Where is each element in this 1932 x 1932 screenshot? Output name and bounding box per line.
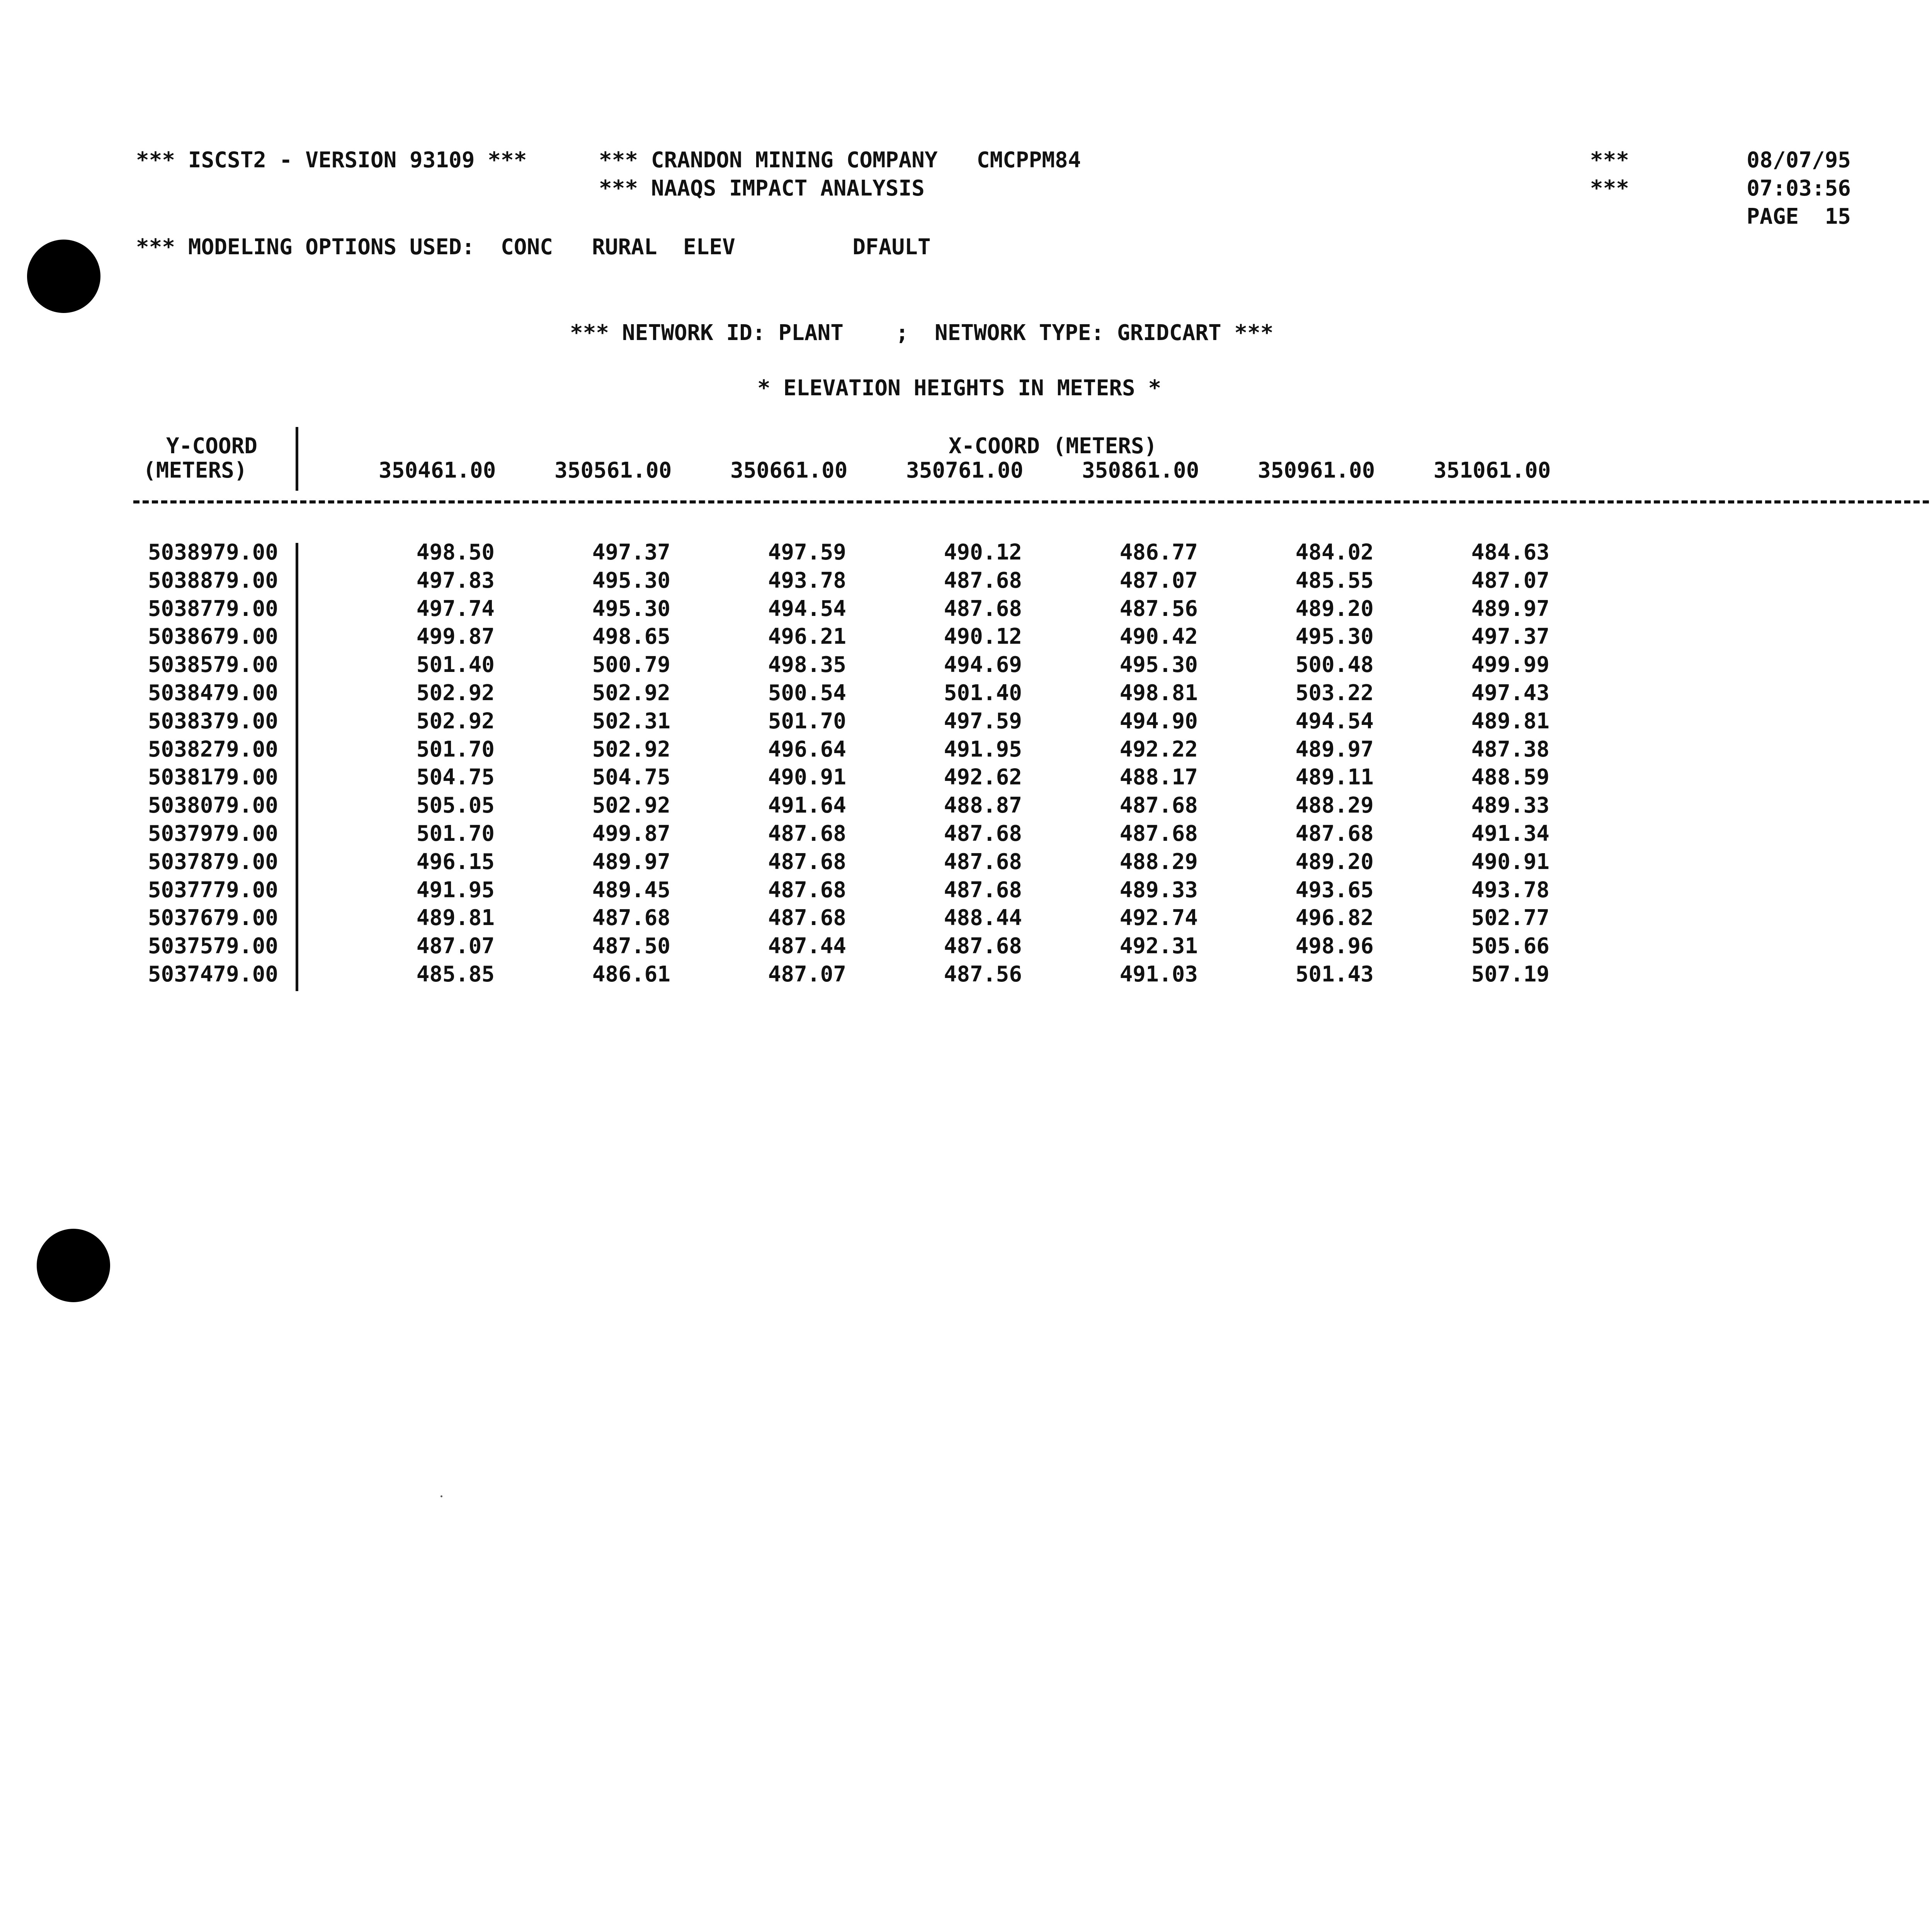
elevation-value: 489.81	[416, 905, 495, 930]
elevation-value: 486.61	[592, 962, 670, 987]
elevation-value: 493.65	[1295, 878, 1374, 903]
elevation-value: 491.03	[1119, 962, 1198, 987]
y-coord-label: 5037479.00	[148, 962, 278, 987]
elevation-value: 488.87	[944, 793, 1022, 818]
table-title: * ELEVATION HEIGHTS IN METERS *	[757, 376, 1162, 401]
y-coord-header: Y-COORD	[166, 434, 258, 459]
elevation-value: 487.68	[768, 905, 846, 930]
network-id-line: *** NETWORK ID: PLANT ; NETWORK TYPE: GRIDCART ***	[570, 320, 1274, 345]
elevation-value: 504.75	[416, 765, 495, 790]
elevation-value: 484.63	[1471, 540, 1549, 565]
elevation-value: 489.97	[592, 849, 670, 874]
y-coord-label: 5037879.00	[148, 849, 278, 874]
x-coord-label: 351061.00	[1434, 458, 1551, 483]
elevation-value: 489.20	[1295, 849, 1374, 874]
elevation-value: 487.44	[768, 934, 846, 959]
elevation-value: 487.07	[1471, 568, 1549, 593]
elevation-value: 487.68	[592, 905, 670, 930]
elevation-value: 487.68	[768, 849, 846, 874]
elevation-value: 500.54	[768, 680, 846, 706]
punch-hole-top	[27, 240, 100, 313]
elevation-value: 489.45	[592, 878, 670, 903]
elevation-value: 502.92	[592, 737, 670, 762]
elevation-value: 498.35	[768, 652, 846, 677]
dashed-rule	[133, 500, 1932, 503]
elevation-value: 490.12	[944, 624, 1022, 649]
elevation-value: 488.17	[1119, 765, 1198, 790]
elevation-value: 487.50	[592, 934, 670, 959]
elevation-value: 487.07	[768, 962, 846, 987]
elevation-value: 493.78	[1471, 878, 1549, 903]
elevation-value: 499.87	[592, 821, 670, 846]
elevation-value: 501.70	[416, 737, 495, 762]
y-coord-label: 5037979.00	[148, 821, 278, 846]
company-name: *** CRANDON MINING COMPANY CMCPPM84	[599, 148, 1081, 173]
elevation-value: 487.68	[1119, 793, 1198, 818]
elevation-value: 503.22	[1295, 680, 1374, 706]
elevation-value: 491.95	[944, 737, 1022, 762]
elevation-value: 501.43	[1295, 962, 1374, 987]
elevation-value: 502.92	[592, 793, 670, 818]
elevation-value: 497.37	[1471, 624, 1549, 649]
elevation-value: 502.92	[592, 680, 670, 706]
elevation-value: 494.69	[944, 652, 1022, 677]
elevation-value: 490.91	[768, 765, 846, 790]
x-coord-header: X-COORD (METERS)	[949, 434, 1157, 459]
elevation-value: 487.68	[944, 568, 1022, 593]
elevation-value: 496.64	[768, 737, 846, 762]
elevation-value: 490.12	[944, 540, 1022, 565]
y-coord-label: 5038079.00	[148, 793, 278, 818]
x-coord-label: 350561.00	[554, 458, 672, 483]
y-coord-label: 5037679.00	[148, 905, 278, 930]
header-stars-2: ***	[1590, 176, 1629, 201]
elevation-value: 487.68	[768, 878, 846, 903]
elevation-value: 492.31	[1119, 934, 1198, 959]
elevation-value: 487.68	[944, 934, 1022, 959]
elevation-value: 487.68	[944, 878, 1022, 903]
y-coord-label: 5038379.00	[148, 709, 278, 734]
y-coord-label: 5038479.00	[148, 680, 278, 706]
elevation-value: 487.68	[768, 821, 846, 846]
elevation-value: 488.29	[1119, 849, 1198, 874]
y-coord-label: 5038179.00	[148, 765, 278, 790]
elevation-value: 487.56	[1119, 596, 1198, 621]
elevation-value: 500.48	[1295, 652, 1374, 677]
elevation-value: 502.92	[416, 680, 495, 706]
elevation-value: 487.56	[944, 962, 1022, 987]
elevation-value: 492.22	[1119, 737, 1198, 762]
elevation-value: 493.78	[768, 568, 846, 593]
elevation-value: 492.62	[944, 765, 1022, 790]
punch-hole-middle	[37, 1229, 110, 1302]
elevation-value: 489.97	[1295, 737, 1374, 762]
elevation-value: 505.66	[1471, 934, 1549, 959]
elevation-value: 494.54	[768, 596, 846, 621]
y-units-header: (METERS)	[143, 458, 247, 483]
run-date: 08/07/95	[1747, 148, 1851, 173]
elevation-value: 505.05	[416, 793, 495, 818]
elevation-value: 495.30	[1119, 652, 1198, 677]
elevation-value: 494.54	[1295, 709, 1374, 734]
elevation-value: 495.30	[592, 596, 670, 621]
y-coord-label: 5038279.00	[148, 737, 278, 762]
elevation-value: 490.91	[1471, 849, 1549, 874]
row-divider	[296, 543, 298, 991]
elevation-value: 484.02	[1295, 540, 1374, 565]
elevation-value: 496.15	[416, 849, 495, 874]
run-time: 07:03:56	[1747, 176, 1851, 201]
elevation-value: 486.77	[1119, 540, 1198, 565]
y-coord-label: 5038779.00	[148, 596, 278, 621]
elevation-value: 496.82	[1295, 905, 1374, 930]
elevation-value: 499.87	[416, 624, 495, 649]
y-coord-label: 5038679.00	[148, 624, 278, 649]
y-coord-label: 5038879.00	[148, 568, 278, 593]
elevation-value: 497.59	[944, 709, 1022, 734]
elevation-value: 496.21	[768, 624, 846, 649]
elevation-value: 497.59	[768, 540, 846, 565]
header-stars-1: ***	[1590, 148, 1629, 173]
elevation-value: 489.11	[1295, 765, 1374, 790]
elevation-value: 489.33	[1119, 878, 1198, 903]
elevation-value: 498.96	[1295, 934, 1374, 959]
page-number: PAGE 15	[1747, 204, 1851, 229]
elevation-value: 488.59	[1471, 765, 1549, 790]
elevation-value: 504.75	[592, 765, 670, 790]
elevation-value: 497.43	[1471, 680, 1549, 706]
program-version: *** ISCST2 - VERSION 93109 ***	[136, 148, 527, 173]
elevation-value: 499.99	[1471, 652, 1549, 677]
elevation-value: 507.19	[1471, 962, 1549, 987]
elevation-value: 487.07	[416, 934, 495, 959]
elevation-value: 501.70	[416, 821, 495, 846]
elevation-value: 498.65	[592, 624, 670, 649]
elevation-value: 498.50	[416, 540, 495, 565]
x-coord-label: 350761.00	[906, 458, 1024, 483]
elevation-value: 487.68	[944, 596, 1022, 621]
y-coord-label: 5037779.00	[148, 878, 278, 903]
elevation-value: 487.68	[1119, 821, 1198, 846]
elevation-value: 487.68	[944, 821, 1022, 846]
modeling-options: *** MODELING OPTIONS USED: CONC RURAL ELEV DFAULT	[136, 235, 931, 260]
elevation-value: 488.29	[1295, 793, 1374, 818]
elevation-value: 501.40	[944, 680, 1022, 706]
x-coord-label: 350861.00	[1082, 458, 1199, 483]
elevation-value: 502.77	[1471, 905, 1549, 930]
x-coord-label: 350461.00	[379, 458, 496, 483]
scan-speck	[440, 1495, 442, 1497]
y-coord-label: 5038579.00	[148, 652, 278, 677]
elevation-value: 502.92	[416, 709, 495, 734]
elevation-value: 485.85	[416, 962, 495, 987]
elevation-value: 502.31	[592, 709, 670, 734]
elevation-value: 489.20	[1295, 596, 1374, 621]
elevation-value: 497.37	[592, 540, 670, 565]
elevation-value: 485.55	[1295, 568, 1374, 593]
elevation-value: 494.90	[1119, 709, 1198, 734]
elevation-value: 497.74	[416, 596, 495, 621]
elevation-value: 495.30	[1295, 624, 1374, 649]
analysis-title: *** NAAQS IMPACT ANALYSIS	[599, 176, 925, 201]
elevation-value: 501.70	[768, 709, 846, 734]
x-coord-label: 350661.00	[730, 458, 848, 483]
elevation-value: 489.81	[1471, 709, 1549, 734]
x-coord-label: 350961.00	[1258, 458, 1375, 483]
y-coord-label: 5037579.00	[148, 934, 278, 959]
elevation-value: 487.07	[1119, 568, 1198, 593]
elevation-value: 490.42	[1119, 624, 1198, 649]
elevation-value: 487.68	[1295, 821, 1374, 846]
header-divider	[296, 427, 298, 491]
elevation-value: 495.30	[592, 568, 670, 593]
elevation-value: 488.44	[944, 905, 1022, 930]
elevation-value: 491.95	[416, 878, 495, 903]
elevation-value: 500.79	[592, 652, 670, 677]
elevation-value: 487.38	[1471, 737, 1549, 762]
elevation-value: 501.40	[416, 652, 495, 677]
elevation-value: 487.68	[944, 849, 1022, 874]
elevation-value: 492.74	[1119, 905, 1198, 930]
elevation-value: 498.81	[1119, 680, 1198, 706]
elevation-value: 497.83	[416, 568, 495, 593]
elevation-value: 491.34	[1471, 821, 1549, 846]
y-coord-label: 5038979.00	[148, 540, 278, 565]
elevation-value: 489.33	[1471, 793, 1549, 818]
elevation-value: 489.97	[1471, 596, 1549, 621]
elevation-value: 491.64	[768, 793, 846, 818]
